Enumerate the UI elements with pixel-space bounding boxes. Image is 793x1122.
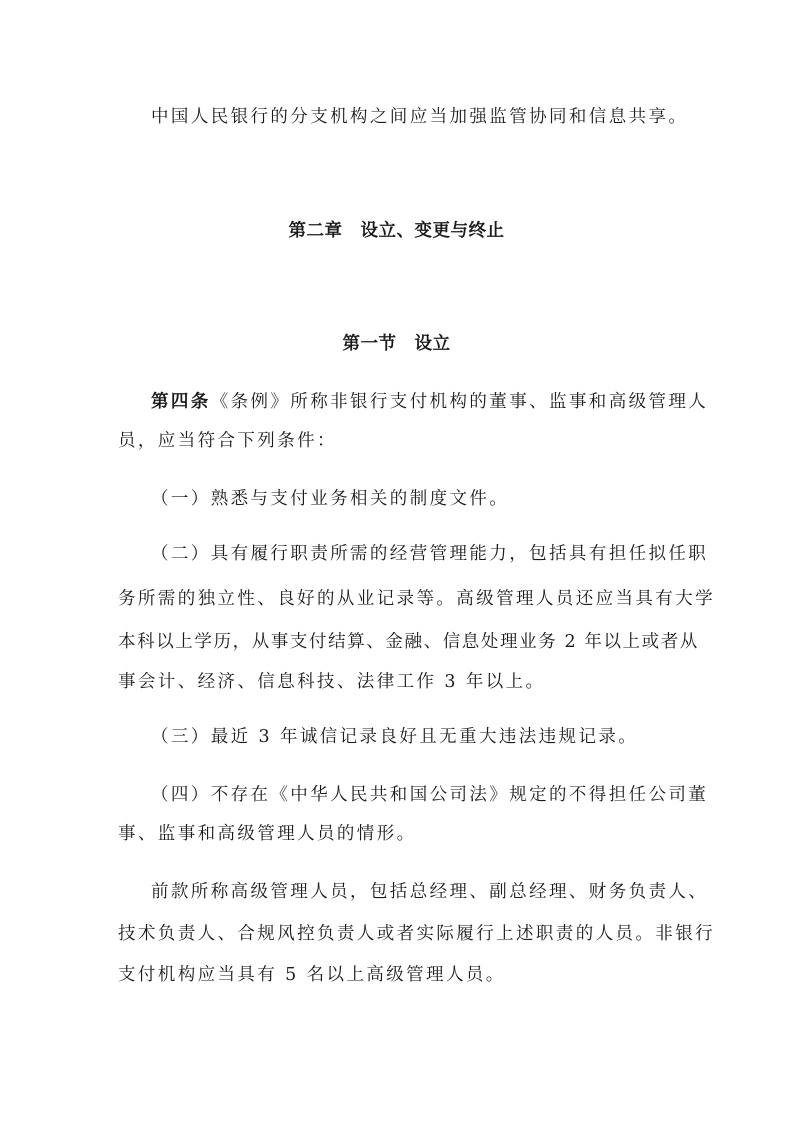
item-2-line-4: 事会计、经济、信息科技、法律工作 3 年以上。 xyxy=(118,672,546,692)
item-2-line-1: （二）具有履行职责所需的经营管理能力，包括具有担任拟任职 xyxy=(151,544,709,564)
item-2-line-2: 务所需的独立性、良好的从业记录等。高级管理人员还应当具有大学 xyxy=(118,589,715,609)
item-3-line-1: （三）最近 3 年诚信记录良好且无重大违法违规记录。 xyxy=(151,727,639,747)
article-4-line-2: 员，应当符合下列条件： xyxy=(118,431,337,451)
intro-paragraph: 中国人民银行的分支机构之间应当加强监管协同和信息共享。 xyxy=(151,107,689,127)
item-2-line-3: 本科以上学历，从事支付结算、金融、信息处理业务 2 年以上或者从 xyxy=(118,632,699,652)
article-4-line-1 xyxy=(151,390,711,414)
article-4-text: 《条例》所称非银行支付机构的董事、监事和高级管理人 xyxy=(210,392,709,412)
item-1-line-1: （一）熟悉与支付业务相关的制度文件。 xyxy=(151,489,510,509)
final-paragraph-line-3: 支付机构应当具有 5 名以上高级管理人员。 xyxy=(118,965,506,985)
final-paragraph-line-2: 技术负责人、合规风控负责人或者实际履行上述职责的人员。非银行 xyxy=(118,924,715,944)
final-paragraph-line-1: 前款所称高级管理人员，包括总经理、副总经理、财务负责人、 xyxy=(151,882,709,902)
chapter-title: 第二章 设立、变更与终止 xyxy=(288,221,505,241)
item-4-line-2: 事、监事和高级管理人员的情形。 xyxy=(118,824,417,844)
item-4-line-1: （四）不存在《中华人民共和国公司法》规定的不得担任公司董 xyxy=(151,785,709,805)
article-4-label: 第四条 xyxy=(151,392,211,412)
section-title: 第一节 设立 xyxy=(342,334,451,354)
